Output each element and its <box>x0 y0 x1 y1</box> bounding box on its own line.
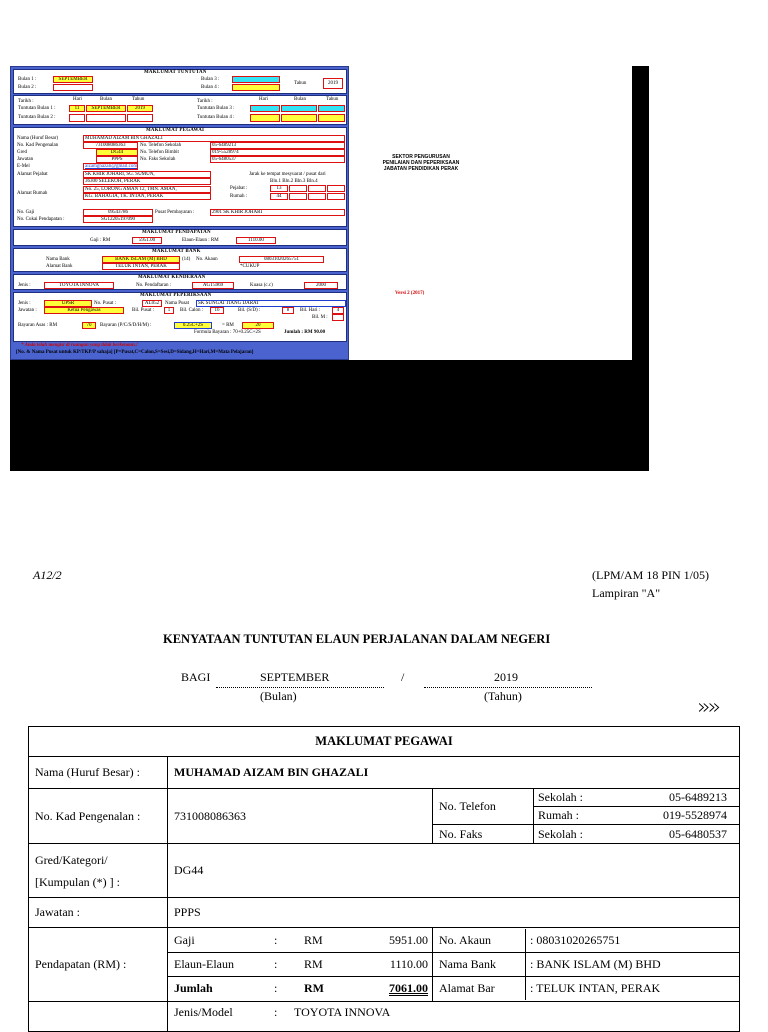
emel-field[interactable]: aizamghazali@gmail.com <box>85 164 138 169</box>
pejabat-jarak-label: Pejabat : <box>230 186 248 191</box>
pejabat-jarak-bln3[interactable] <box>308 185 326 192</box>
t1-tahun[interactable]: 2019 <box>127 105 153 112</box>
gaji-colon: : <box>274 929 304 953</box>
sektor-line2: PENILAIAN DAN PEPERIKSAAN <box>382 160 460 166</box>
asas-label: Bayaran Asas : RM <box>18 323 58 328</box>
rumah-jarak-label: Rumah : <box>230 194 248 199</box>
alamat-bank-value: : TELUK INTAN, PERAK <box>530 981 661 995</box>
rumah-label: Rumah : <box>538 808 580 822</box>
gred-label: Gred <box>17 150 27 155</box>
gaji-field[interactable]: 5951.00 <box>132 237 162 244</box>
chevron-right-icon[interactable]: »» <box>697 695 718 720</box>
tahun-underline <box>424 687 592 688</box>
pegawai-table-title: MAKLUMAT PEGAWAI <box>29 727 740 757</box>
pejabat-jarak-bln1[interactable]: 13 <box>270 185 288 192</box>
akaun-value: : 08031020265751 <box>526 929 740 953</box>
tel-sekolah-label: No. Telefon Sekolah <box>140 143 182 148</box>
sektor-heading <box>349 154 493 172</box>
elaun-label: Elaun-Elaun : RM <box>182 238 219 243</box>
bank-label-doc: Nama Bank <box>433 953 526 977</box>
bank-alamat-label: Alamat Bank <box>46 264 73 269</box>
bulan-underline <box>216 687 384 688</box>
sektor-line1: SEKTOR PENGURUSAN <box>392 154 450 160</box>
model-cell <box>168 1002 740 1032</box>
rumah-jarak-bln1[interactable]: 44 <box>270 193 288 200</box>
model-table <box>168 1002 390 1022</box>
pusat-bayaran-field[interactable]: 2901 SK KHIR JOHARI <box>210 209 345 216</box>
model-value: TOYOTA INNOVA <box>294 1004 391 1019</box>
peperiksaan-title: MAKLUMAT PEPERIKSAAN <box>140 293 212 298</box>
versi-label: Versi 2 (2017) <box>395 291 425 296</box>
bilm-label: Bil. M : <box>312 315 328 320</box>
pusat-bayaran-label: Pusat Pembayaran : <box>155 210 195 215</box>
hari-head-right: Hari <box>259 97 268 102</box>
nama-field[interactable]: MUHAMAD AIZAM BIN GHAZALI <box>83 135 345 142</box>
faks-label: No. Faks Sekolah <box>140 157 176 162</box>
jawatan-value: PPPS <box>168 898 740 928</box>
pejabat-label: Alamat Pejabat <box>17 172 48 177</box>
bulan3-label: Bulan 3 : <box>201 77 220 82</box>
gred-label-line2: [Kumpulan (*) ] : <box>35 874 120 889</box>
bank-nama-label: Nama Bank <box>46 257 70 262</box>
tarikh-label: Tarikh : <box>18 99 34 104</box>
sekolah-tel: 05-6489213 <box>614 789 739 807</box>
jawatan-field[interactable]: PPPS <box>96 156 138 163</box>
sektor-line3: JABATAN PENDIDIKAN PERAK <box>383 166 459 172</box>
formula: Formula Bayaran : 70+0.25C+2S <box>194 330 261 335</box>
gaji-label: Gaji : RM <box>90 238 111 243</box>
exam-jawatan-field[interactable]: Ketua Pengawas <box>44 307 124 314</box>
telefon-table <box>433 789 739 843</box>
pendapatan-label-cell: Pendapatan (RM) : <box>29 928 168 1002</box>
kuasa-field[interactable]: 2000 <box>304 282 338 289</box>
bilm-field[interactable] <box>332 314 344 321</box>
bilsd-label: Bil. (S/D) : <box>238 308 261 313</box>
kp-label-cell: No. Kad Pengenalan : <box>29 789 168 844</box>
t4-label: Tuntutan Bulan 4 : <box>197 115 235 120</box>
doc-bulan: SEPTEMBER <box>260 670 330 684</box>
model-colon: : <box>274 1004 278 1019</box>
gred-label-line1: Gred/Kategori/ <box>35 852 108 867</box>
telefon-label <box>433 789 534 825</box>
nopusat-field[interactable]: AL052 <box>142 300 162 307</box>
t2-label: Tuntutan Bulan 2 : <box>18 115 56 120</box>
t2-hari[interactable] <box>69 114 85 122</box>
kenderaan-section <box>13 274 347 290</box>
t3-label: Tuntutan Bulan 3 : <box>197 106 235 111</box>
model-label: Jenis/Model <box>174 1004 233 1019</box>
rumah-jarak-bln4[interactable] <box>327 193 345 200</box>
bank-value: : BANK ISLAM (M) BHD <box>526 953 740 977</box>
bank-alamat-field[interactable]: TELUK INTAN, PERAK <box>102 263 180 270</box>
sekolah-label-text: Sekolah <box>538 790 577 804</box>
gaji-value: 5951.00 <box>364 929 432 953</box>
jarak-label: Jarak ke tempat mesyuarat / pusat dari <box>249 172 326 177</box>
bulan1-label: Bulan 1 : <box>18 77 37 82</box>
bulan4-label: Bulan 4 : <box>201 85 220 90</box>
pegawai-section <box>13 127 347 227</box>
cukup-note: *CUKUP <box>240 264 260 269</box>
tarikh-label-right: Tarikh : <box>197 99 213 104</box>
elaun-rm: RM <box>304 953 364 977</box>
rumah-line2[interactable]: KG. BAHAGIA, TK. INTAN, PERAK <box>83 193 211 200</box>
doc-ref: A12/2 <box>33 568 62 582</box>
nama-label: Nama (Huruf Besar) <box>17 136 59 141</box>
tel-sekolah-field[interactable]: 05-6489213 <box>210 142 345 149</box>
doc-lpm: (LPM/AM 18 PIN 1/05) <box>592 568 710 582</box>
jawatan-label: Jawatan <box>17 157 34 162</box>
kp-field[interactable]: 731008086363 <box>83 142 138 149</box>
t2-tahun[interactable] <box>127 114 153 122</box>
bilpusat-field[interactable]: 1 <box>164 307 174 314</box>
t4-tahun[interactable] <box>318 114 345 122</box>
t3-bulan[interactable] <box>281 105 317 112</box>
faks-field[interactable]: 05-6480537 <box>210 156 345 163</box>
jumlah-label-doc: Jumlah <box>174 981 213 995</box>
bilhari-label: Bil. Hari : <box>300 308 321 313</box>
nama-value: MUHAMAD AIZAM BIN GHAZALI <box>168 757 740 789</box>
t4-hari[interactable] <box>250 114 280 122</box>
nama-label-cell: Nama (Huruf Besar) : <box>29 757 168 789</box>
tahun-label: Tahun <box>294 81 307 86</box>
t3-tahun[interactable] <box>318 105 345 112</box>
gaji-label-doc: Gaji <box>168 929 274 953</box>
daftar-label: No. Pendaftaran : <box>136 283 172 288</box>
warning-text: * Anda telah mengisi di ruangan yang tidak berkenaan.! <box>21 343 138 348</box>
namapusat-field[interactable]: SK SUNGAI TIANG DARAT <box>196 300 346 307</box>
bayaran-field[interactable]: 0.25C+2S <box>174 322 212 329</box>
elaun-label-doc: Elaun-Elaun <box>168 953 274 977</box>
tarikh-section <box>13 95 347 125</box>
bank-cell <box>433 928 740 1002</box>
pendapatan-table <box>168 929 432 1000</box>
bulan1-field[interactable]: SEPTEMBER <box>53 76 93 83</box>
emel-label: E-Mel <box>17 164 30 169</box>
namapusat-label: Nama Pusat <box>165 301 190 306</box>
jumlah-rm: RM <box>304 981 324 995</box>
rumah-jarak-bln2[interactable] <box>289 193 307 200</box>
jumlah-colon: : <box>274 981 278 995</box>
pejabat-jarak-bln4[interactable] <box>327 185 345 192</box>
t3-hari[interactable] <box>250 105 280 112</box>
bulan-head-right: Bulan <box>294 97 306 102</box>
doc-title: KENYATAAN TUNTUTAN ELAUN PERJALANAN DALAM NEGERI <box>163 632 551 646</box>
gaji-no-label: No. Gaji <box>17 210 35 215</box>
exam-jawatan-label: Jawatan : <box>18 308 37 313</box>
rumah-jarak-bln3[interactable] <box>308 193 326 200</box>
bulan4-field[interactable] <box>232 84 280 91</box>
rumah-label-text: Rumah <box>538 808 573 822</box>
bank-table <box>433 929 739 1000</box>
tahun-head-right: Tahun <box>326 97 339 102</box>
faks-sekolah-label-text: Sekolah <box>538 826 577 841</box>
gaji-no-field[interactable]: 09543786 <box>83 209 153 216</box>
elaun-value: 1110.00 <box>364 953 432 977</box>
note-text: [No. & Nama Pusat untuk KP/TKP/P sahaja] [P=Pusat,C=Calon,S=Sesi,D=Sidang,H=Hari,M=Mata Pelajaran] <box>16 350 254 355</box>
bilhari-field[interactable]: 4 <box>332 307 344 314</box>
rumah-label: Alamat Rumah <box>17 191 48 196</box>
doc-lampiran: Lampiran "A" <box>592 586 661 600</box>
faks-value: 05-6480537 <box>614 825 739 844</box>
faks-sekolah-label: Sekolah : <box>534 825 615 844</box>
jawatan-label-cell: Jawatan : <box>29 898 168 928</box>
bilpusat-label: Bil. Pusat : <box>132 308 155 313</box>
akaun-label-doc: No. Akaun <box>433 929 526 953</box>
cukai-label: No. Cukai Pendapatan : <box>17 217 65 222</box>
rumah-line1[interactable]: No. 25, LORONG AMAN 12, TMN. AMAN, <box>83 186 211 193</box>
daftar-field[interactable]: AGT5969 <box>192 282 234 289</box>
doc-tahun: 2019 <box>494 670 518 684</box>
tahun-head: Tahun <box>132 97 145 102</box>
bagi-label: BAGI <box>181 670 211 684</box>
bulan2-label: Bulan 2 : <box>18 85 37 90</box>
cukai-field[interactable]: SG12205197090 <box>83 216 153 223</box>
tel-bimbit-label: No. Telefon Bimbit <box>140 150 179 155</box>
pejabat-jarak-bln2[interactable] <box>289 185 307 192</box>
bulan-caption: (Bulan) <box>260 689 297 703</box>
bilsd-field[interactable]: 8 <box>282 307 294 314</box>
pendapatan-title: MAKLUMAT PENDAPATAN <box>142 230 211 235</box>
gred-value: DG44 <box>168 844 740 898</box>
pegawai-title: MAKLUMAT PEGAWAI <box>146 128 205 133</box>
alamat-bank-value-text: TELUK INTAN, PERAK <box>536 981 661 995</box>
alamat-bank-label-doc: Alamat Bar <box>433 977 526 1001</box>
pegawai-table <box>28 726 740 1032</box>
sekolah-label: Sekolah : <box>534 789 615 807</box>
sheet-side-panel <box>349 66 632 360</box>
gred-label-cell <box>29 844 168 898</box>
tuntutan-title: MAKLUMAT TUNTUTAN <box>144 70 207 75</box>
akaun-value-text: 08031020265751 <box>536 933 621 947</box>
bulan-head: Bulan <box>100 97 112 102</box>
tahun-caption: (Tahun) <box>484 689 522 703</box>
exam-jenis-field[interactable]: UPSR <box>44 300 92 307</box>
bank-title: MAKLUMAT BANK <box>152 249 201 254</box>
bank-value-text: BANK ISLAM (M) BHD <box>536 957 661 971</box>
nopusat-label: No. Pusat : <box>94 301 117 306</box>
gaji-rm: RM <box>304 929 364 953</box>
kenderaan-jenis-label: Jenis : <box>18 283 31 288</box>
kenderaan-label-cell <box>29 1002 168 1032</box>
kp-label: No. Kad Pengenalan <box>17 143 59 148</box>
bulan2-field[interactable] <box>53 84 93 91</box>
tuntutan-section <box>13 69 347 94</box>
rm-eq: = RM <box>222 323 234 328</box>
bulan3-field[interactable] <box>232 76 280 83</box>
bln-heads: Bln.1 Bln.2 Bln.3 Bln.4 <box>270 179 318 184</box>
kuasa-label: Kuasa (c.c) <box>250 283 273 288</box>
asas-field[interactable]: 70 <box>82 322 96 329</box>
t1-hari[interactable]: 11 <box>69 105 85 112</box>
pejabat-line2[interactable]: 36300 SELEKOH, PERAK <box>83 178 211 185</box>
kenderaan-jenis-field[interactable]: TOYOTA INNOVA <box>44 282 114 289</box>
akaun-label: No. Akaun <box>196 257 218 262</box>
spreadsheet-screenshot <box>10 66 649 471</box>
pendapatan-section <box>13 229 347 246</box>
peperiksaan-section <box>13 292 347 342</box>
bank-nama-field[interactable]: BANK ISLAM (M) BHD <box>102 256 180 263</box>
tel-bimbit-field[interactable]: 019-5528974 <box>210 149 345 156</box>
bayaran-label: Bayaran (P/C/S/D/H/M) : <box>100 323 152 328</box>
t4-bulan[interactable] <box>281 114 317 122</box>
t1-bulan[interactable]: SEPTEMBER <box>86 105 126 112</box>
bilcalon-field[interactable]: 16 <box>210 307 224 314</box>
bilcalon-label: Bil. Calon : <box>180 308 204 313</box>
pendapatan-cell <box>168 928 433 1002</box>
gred-field[interactable]: DG44 <box>96 149 138 156</box>
akaun-field[interactable]: 08031020265751 <box>239 256 324 263</box>
pejabat-line1[interactable]: SK KHIR JOHARI, SG. SUMUN, <box>83 171 211 178</box>
faks-label: No. Faks <box>433 825 534 844</box>
bank-code: (14) <box>182 257 191 262</box>
bayaran-rm-field: 20 <box>242 322 274 329</box>
doc-slash: / <box>401 670 405 684</box>
jumlah-value: 7061.00 <box>389 981 428 995</box>
kenderaan-title: MAKLUMAT KENDERAAN <box>138 275 206 280</box>
form-sheet <box>10 66 349 360</box>
t2-bulan[interactable] <box>86 114 126 122</box>
telefon-cell <box>433 789 740 844</box>
telefon-label-text: No. Telefon <box>439 799 496 813</box>
elaun-colon: : <box>274 953 304 977</box>
rumah-tel: 019-5528974 <box>663 808 727 822</box>
jumlah: Jumlah : RM 90.00 <box>284 330 326 335</box>
kp-value: 731008086363 <box>168 789 433 844</box>
t1-label: Tuntutan Bulan 1 : <box>18 106 56 111</box>
tahun-field[interactable]: 2019 <box>323 78 343 89</box>
elaun-field[interactable]: 1110.00 <box>236 237 276 244</box>
exam-jenis-label: Jenis : <box>18 301 31 306</box>
bank-section <box>13 248 347 272</box>
hari-head: Hari <box>73 97 82 102</box>
